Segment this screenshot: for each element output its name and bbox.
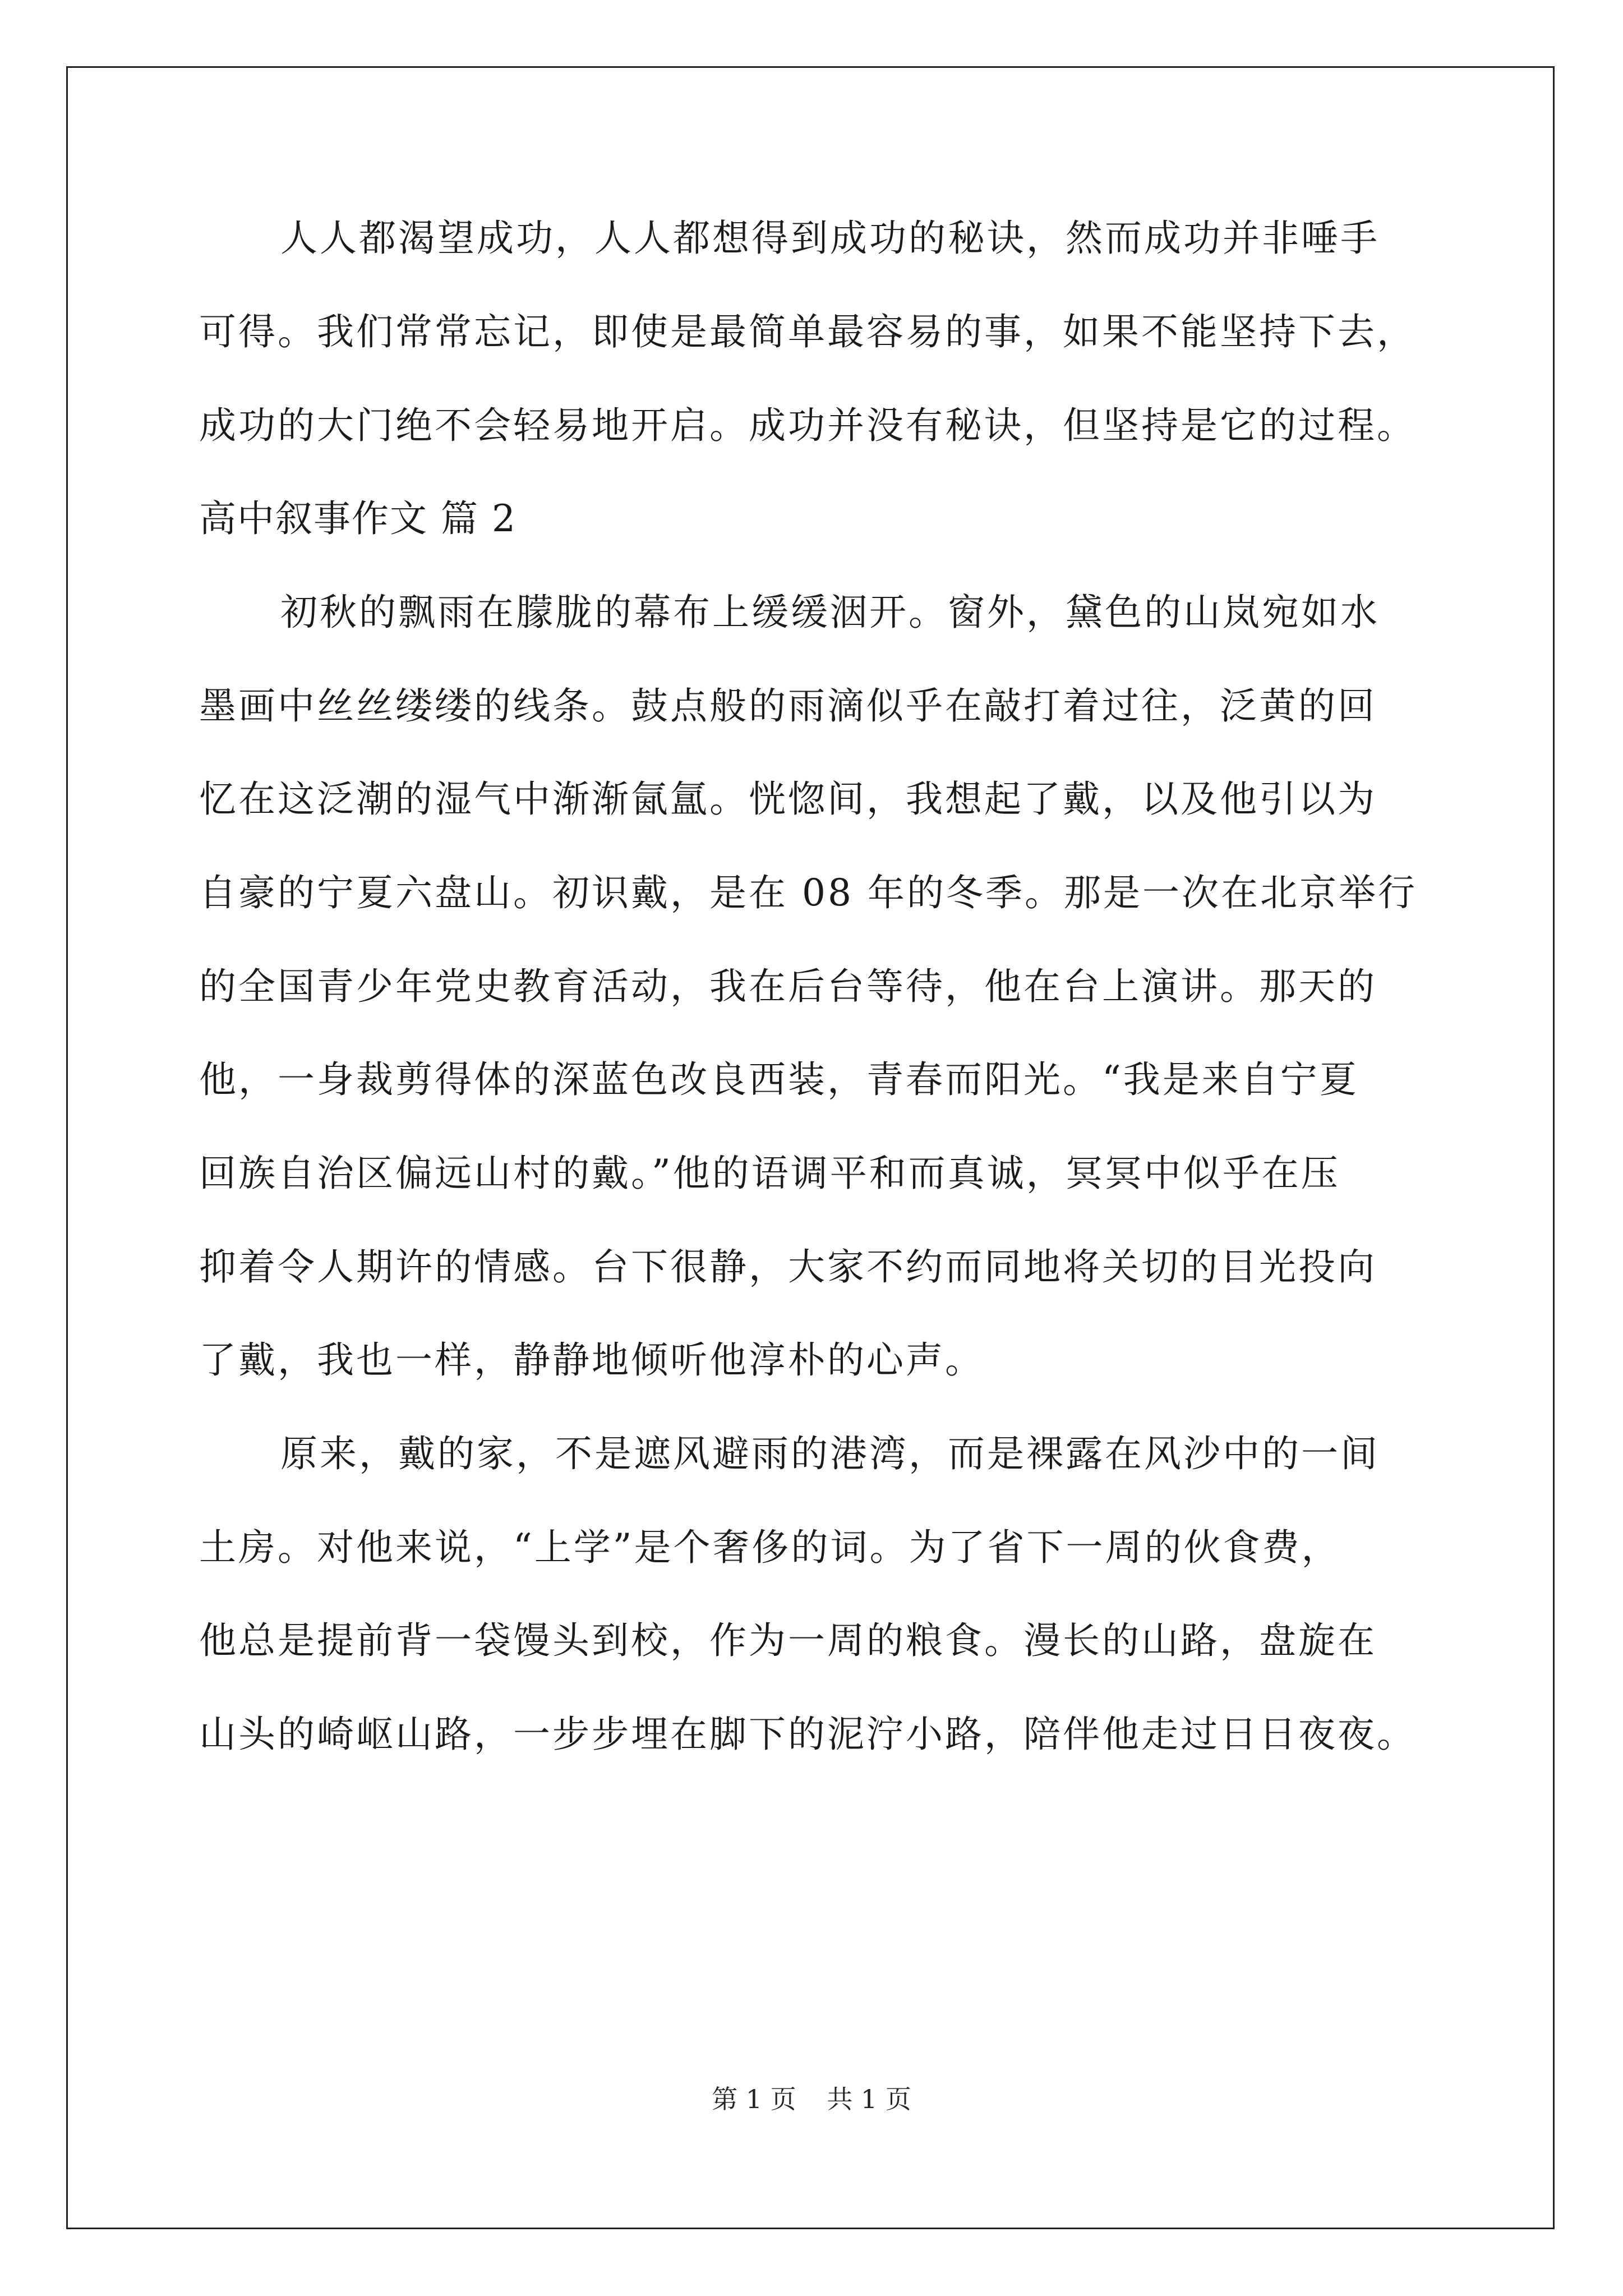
page-border	[66, 66, 1555, 2229]
paragraph-2-line-1: 初秋的飘雨在朦胧的幕布上缓缓洇开。窗外，黛色的山岚宛如水	[280, 591, 1380, 634]
paragraph-1-line-3: 成功的大门绝不会轻易地开启。成功并没有秘诀，但坚持是它的过程。	[199, 404, 1416, 447]
paragraph-1-line-1: 人人都渴望成功，人人都想得到成功的秘诀，然而成功并非唾手	[280, 217, 1380, 260]
page-total: 共 1 页	[827, 2084, 911, 2114]
paragraph-2-line-2: 墨画中丝丝缕缕的线条。鼓点般的雨滴似乎在敲打着过往，泛黄的回	[199, 684, 1377, 728]
paragraph-1-line-2: 可得。我们常常忘记，即使是最简单最容易的事，如果不能坚持下去，	[199, 310, 1416, 353]
paragraph-3-line-3: 他总是提前背一袋馒头到校，作为一周的粮食。漫长的山路，盘旋在	[199, 1619, 1377, 1662]
paragraph-3-line-4: 山头的崎岖山路，一步步埋在脚下的泥泞小路，陪伴他走过日日夜夜。	[199, 1713, 1416, 1756]
paragraph-2-line-6: 他，一身裁剪得体的深蓝色改良西装，青春而阳光。“我是来自宁夏	[199, 1058, 1359, 1101]
section-heading: 高中叙事作文 篇 2	[199, 497, 517, 540]
paragraph-2-line-3: 忆在这泛潮的湿气中渐渐氤氲。恍惚间，我想起了戴，以及他引以为	[199, 777, 1377, 821]
paragraph-2-line-8: 抑着令人期许的情感。台下很静，大家不约而同地将关切的目光投向	[199, 1245, 1377, 1289]
paragraph-3-line-2: 土房。对他来说，“上学”是个奢侈的词。为了省下一周的伙食费，	[199, 1526, 1341, 1569]
page-footer	[0, 2082, 1623, 2116]
paragraph-2-line-4: 自豪的宁夏六盘山。初识戴，是在 08 年的冬季。那是一次在北京举行	[199, 871, 1417, 914]
paragraph-3-line-1: 原来，戴的家，不是遮风避雨的港湾，而是裸露在风沙中的一间	[280, 1432, 1380, 1475]
paragraph-2-line-9: 了戴，我也一样，静静地倾听他淳朴的心声。	[199, 1338, 984, 1382]
paragraph-2-line-5: 的全国青少年党史教育活动，我在后台等待，他在台上演讲。那天的	[199, 965, 1377, 1008]
paragraph-2-line-7: 回族自治区偏远山村的戴。”他的语调平和而真诚，冥冥中似乎在压	[199, 1152, 1340, 1195]
page-number: 第 1 页	[712, 2084, 796, 2114]
